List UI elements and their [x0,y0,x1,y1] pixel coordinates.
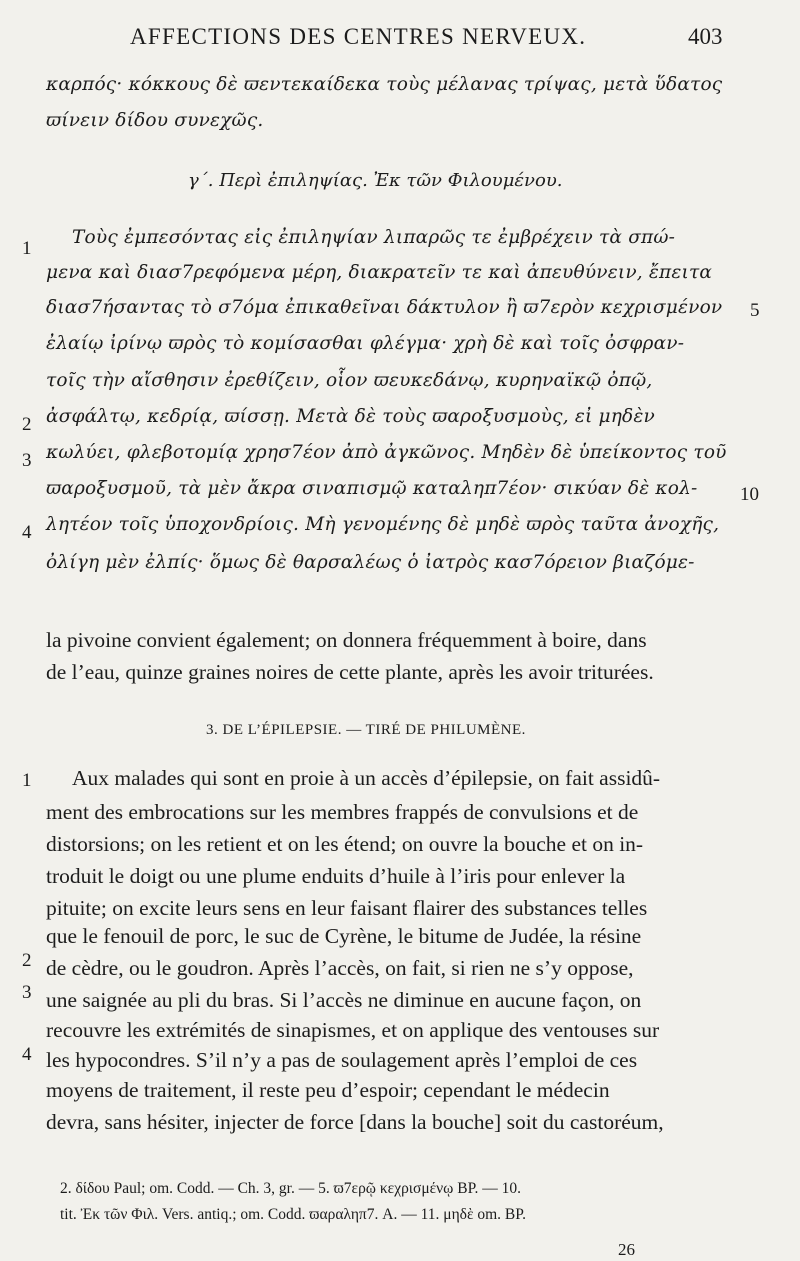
margin-number: 1 [22,770,32,791]
margin-number: 3 [22,450,32,471]
line-number: 10 [740,484,759,505]
running-title: AFFECTIONS DES CENTRES NERVEUX. [130,24,587,49]
margin-number: 4 [22,522,32,543]
line-number: 5 [750,300,760,321]
margin-number: 4 [22,1044,32,1065]
margin-number: 3 [22,982,32,1003]
margin-number: 2 [22,950,32,971]
running-header [0,22,800,56]
margin-number: 1 [22,238,32,259]
page-number: 403 [688,24,723,49]
printer-signature: 26 [618,1240,635,1259]
margin-number: 2 [22,414,32,435]
book-page: AFFECTIONS DES CENTRES NERVEUX. 403 καρπός· κόκκους δὲ ϖεντεκαίδεκα τοὺς μέλανας τρίψας, μετὰ ὕδατος ϖίνειν δίδου συνεχῶς. γ΄. Περὶ ἐπιληψίας. Ἐκ τῶν Φιλουμένου. Τοὺς ἐμπεσόντας εἰς ἐπιληψίαν λιπαρῶς τε ἐμβρέχειν τὰ σπώ- μενα καὶ διασ7ρεφόμενα μέρη, διακρατεῖν τε καὶ ἀπευθύνειν, ἔπειτα διασ7ήσαντας τὸ σ7όμα ἐπικαθεῖναι δάκτυλον ἢ ϖ7ερὸν κεχρισμένον ἐλαίῳ ἰρίνῳ ϖρὸς τὸ κομίσασθαι φλέγμα· χρὴ δὲ καὶ τοῖς ὀσφραν- τοῖς τὴν αἴσθησιν ἐρεθίζειν, οἷον ϖευκεδάνῳ, κυρηναϊκῷ ὀπῷ, ἀσφάλτῳ, κεδρίᾳ, ϖίσσῃ. Μετὰ δὲ τοὺς ϖαροξυσμοὺς, εἰ μηδὲν κωλύει, φλεβοτομίᾳ χρησ7έον ἀπὸ ἀγκῶνος. Μηδὲν δὲ ὑπείκοντος τοῦ ϖαροξυσμοῦ, τὰ μὲν ἄκρα σιναπισμῷ καταληπ7έον· σικύαν δὲ κολ- λητέον τοῖς ὑποχονδρίοις. Μὴ γενομένης δὲ μηδὲ ϖρὸς ταῦτα ἀνοχῆς, ὀλίγη μὲν ἐλπίς· ὅμως δὲ θαρσαλέως ὁ ἰατρὸς κασ7όρειον βιαζόμε- 1 2 3 4 5 10 la pivoine convient également; on donnera fréquemment à boire, dans de l’eau, quinze graines noires de cette plante, après les avoir triturées. 3. DE L’ÉPILEPSIE. — TIRÉ DE PHILUMÈNE. Aux malades qui sont en proie à un accès d’épilepsie, on fait assidû- ment des embrocations sur les membres frappés de convulsions et de distorsions; on les retient et on les étend; on ouvre la bouche et on in- troduit le doigt ou une plume enduits d’huile à l’iris pour enlever la pituite; on excite leurs sens en leur faisant flairer des substances telles que le fenouil de porc, le suc de Cyrène, le bitume de Judée, la résine de cèdre, ou le goudron. Après l’accès, on fait, si rien ne s’y oppose, une saignée au pli du bras. Si l’accès ne diminue en aucune façon, on recouvre les extrémités de sinapismes, et on applique des ventouses sur les hypocondres. S’il n’y a pas de soulagement après l’emploi de ces moyens de traitement, il reste peu d’espoir; cependant le médecin devra, sans hésiter, injecter de force [dans la bouche] soit du castoréum, 1 2 3 4 2. δίδου Paul; om. Codd. — Ch. 3, gr. — 5. ϖ7ερῷ κεχρισμένῳ BP. — 10. tit. Ἐκ τῶν Φιλ. Vers. antiq.; om. Codd. ϖαραληπ7. A. — 11. μηδὲ om. BP. 26 [0,0,800,1261]
